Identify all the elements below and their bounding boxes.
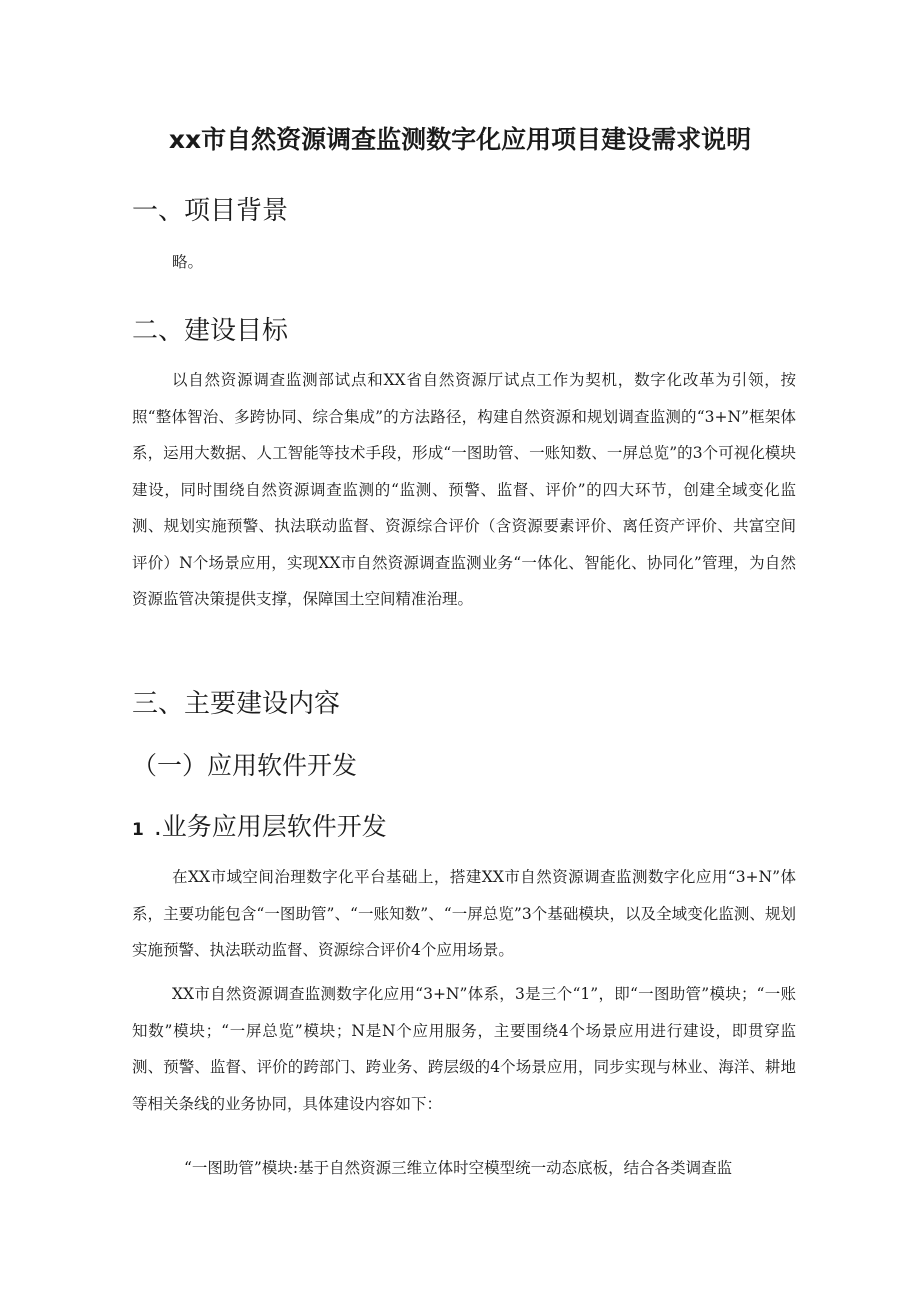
item-number: 1 <box>132 820 144 840</box>
subsection-heading-software: （一）应用软件开发 <box>132 751 358 780</box>
paragraph-system-structure: XX市自然资源调查监测数字化应用“3+N”体系，3是三个“1”，即“一图助管”模块；“一账知数”模块；“一屏总览”模块；N是N个应用服务，主要围绕4个场景应用进行建设，即贯穿监测、预警、监督、评价的跨部门、跨业务、跨层级的4个场景应用，同步实现与林业、海洋、耕地等相关条线的业务协同，具体建设内容如下： <box>132 985 796 1113</box>
paragraph-map-module: “一图助管”模块:基于自然资源三维立体时空模型统一动态底板，结合各类调查监 <box>184 1159 733 1177</box>
item-heading-text: .业务应用层软件开发 <box>153 812 387 841</box>
document-title: xx市自然资源调查监测数字化应用项目建设需求说明 <box>168 125 752 154</box>
section-body-background: 略。 <box>172 253 204 271</box>
section-heading-content: 三、主要建设内容 <box>132 689 341 719</box>
section-heading-goals: 二、建设目标 <box>132 316 289 346</box>
paragraph-platform-overview: 在XX市域空间治理数字化平台基础上，搭建XX市自然资源调查监测数字化应用“3+N”体系，主要功能包含“一图助管”、“一账知数”、“一屏总览”3个基础模块，以及全域变化监测、规划实施预警、执法联动监督、资源综合评价4个应用场景。 <box>132 868 796 959</box>
section-body-goals: 以自然资源调查监测部试点和XX省自然资源厅试点工作为契机，数字化改革为引领，按照“整体智治、多跨协同、综合集成”的方法路径，构建自然资源和规划调查监测的“3+N”框架体系，运用大数据、人工智能等技术手段，形成“一图助管、一账知数、一屏总览”的3个可视化模块建设，同时围绕自然资源调查监测的“监测、预警、监督、评价”的四大环节，创建全域变化监测、规划实施预警、执法联动监督、资源综合评价（含资源要素评价、离任资产评价、共富空间评价）N个场景应用，实现XX市自然资源调查监测业务“一体化、智能化、协同化”管理，为自然资源监管决策提供支撑，保障国土空间精准治理。 <box>132 371 796 608</box>
section-heading-background: 一、项目背景 <box>132 196 289 226</box>
item-heading-business-layer <box>132 807 387 843</box>
